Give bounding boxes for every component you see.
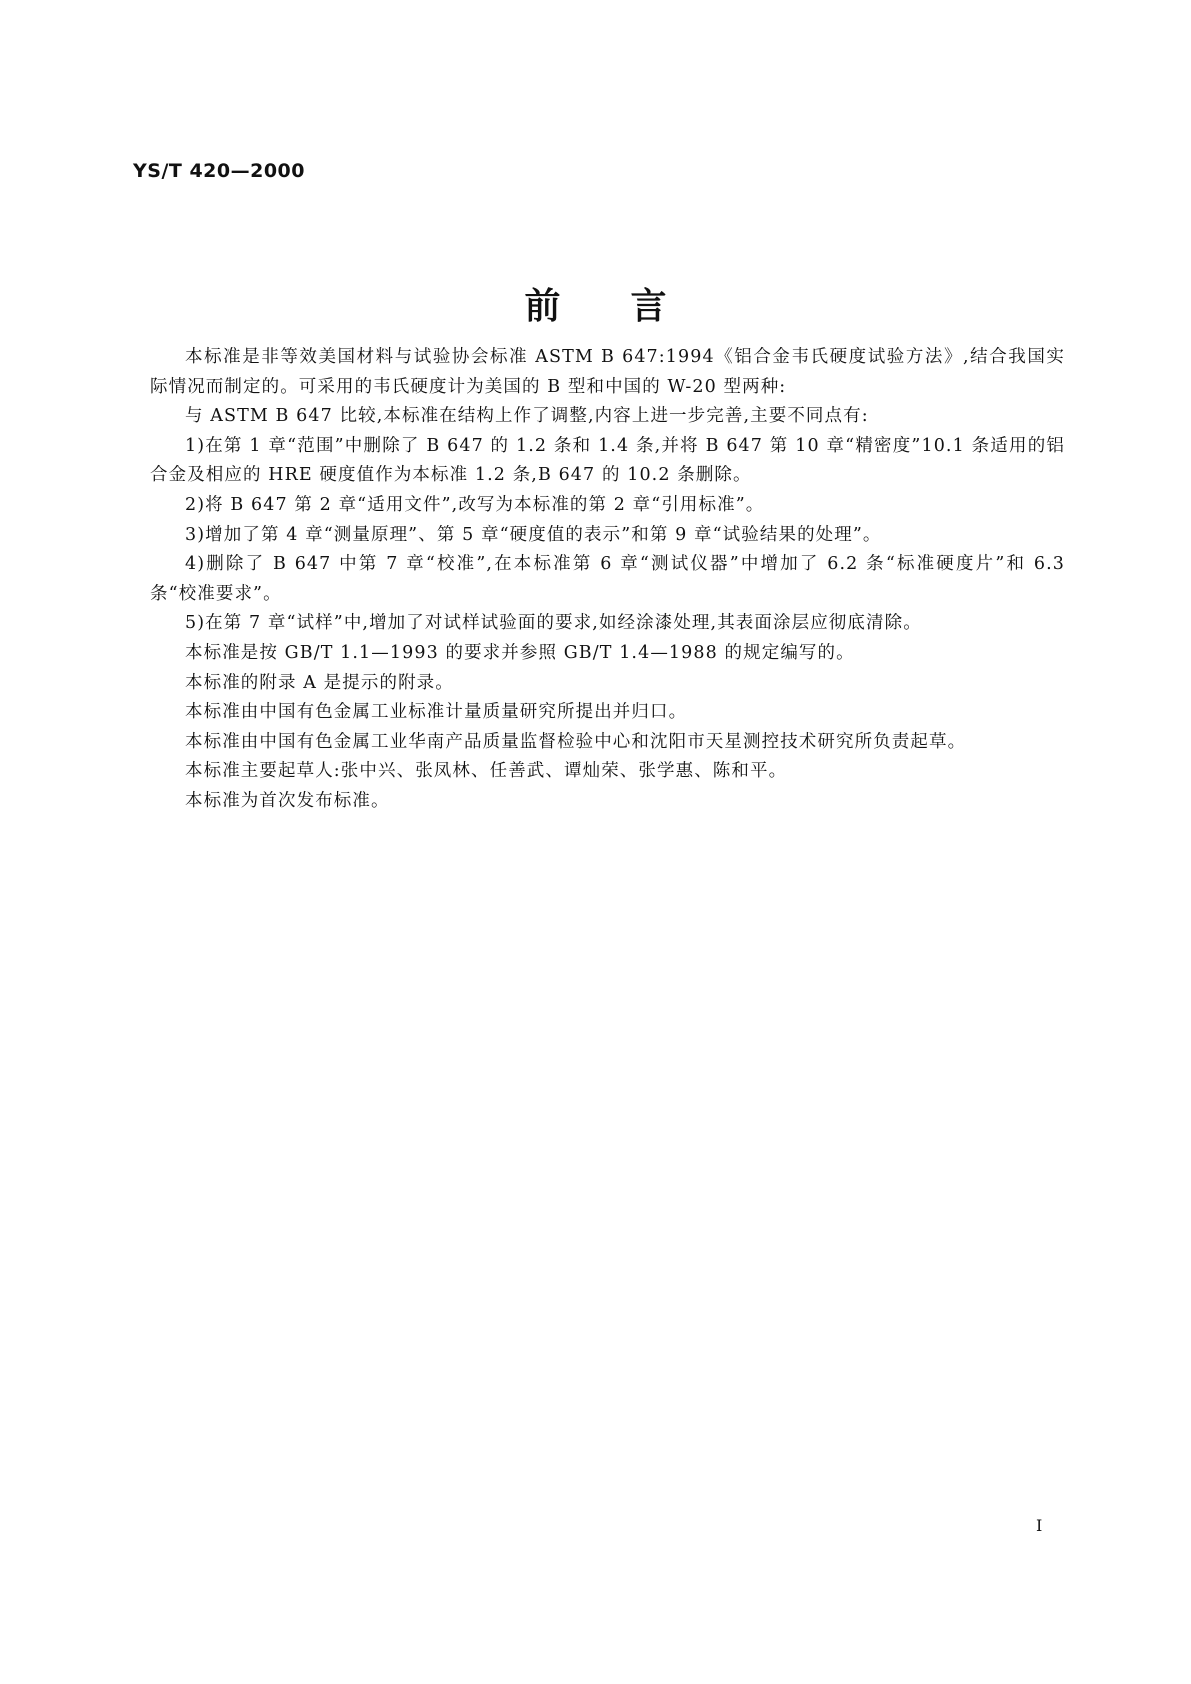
paragraph: 本标准为首次发布标准。 [185,790,390,811]
paragraph: 3)增加了第 4 章“测量原理”、第 5 章“硬度值的表示”和第 9 章“试验结果的处理”。 [185,524,882,545]
paragraph: 2)将 B 647 第 2 章“适用文件”,改写为本标准的第 2 章“引用标准”。 [185,494,765,515]
foreword-body [150,343,1065,817]
page-title: 前言 [524,285,737,327]
standard-code: YS/T 420—2000 [133,160,305,182]
paragraph: 4)删除了 B 647 中第 7 章“校准”,在本标准第 6 章“测试仪器”中增加了 6.2 条“标准硬度片”和 6.3 条“校准要求”。 [150,554,1065,604]
paragraph: 本标准的附录 A 是提示的附录。 [185,672,454,693]
paragraph: 本标准是按 GB/T 1.1—1993 的要求并参照 GB/T 1.4—1988 的规定编写的。 [185,642,855,663]
page-number: I [1036,1516,1043,1535]
paragraph: 本标准由中国有色金属工业华南产品质量监督检验中心和沈阳市天星测控技术研究所负责起草。 [185,731,967,752]
paragraph: 本标准主要起草人:张中兴、张凤林、任善武、谭灿荣、张学惠、陈和平。 [185,761,788,782]
paragraph: 1)在第 1 章“范围”中删除了 B 647 的 1.2 条和 1.4 条,并将 B 647 第 10 章“精密度”10.1 条适用的铝合金及相应的 HRE 硬度值作为本标准 1.2 条,B 647 的 10.2 条删除。 [150,435,1065,486]
paragraph: 本标准是非等效美国材料与试验协会标准 ASTM B 647:1994《铝合金韦氏硬度试验方法》,结合我国实际情况而制定的。可采用的韦氏硬度计为美国的 B 型和中国的 W-20 型两种: [150,347,1065,397]
paragraph: 与 ASTM B 647 比较,本标准在结构上作了调整,内容上进一步完善,主要不同点有: [185,406,869,427]
paragraph: 本标准由中国有色金属工业标准计量质量研究所提出并归口。 [185,702,688,723]
paragraph: 5)在第 7 章“试样”中,增加了对试样试验面的要求,如经涂漆处理,其表面涂层应彻底清除。 [185,613,922,634]
